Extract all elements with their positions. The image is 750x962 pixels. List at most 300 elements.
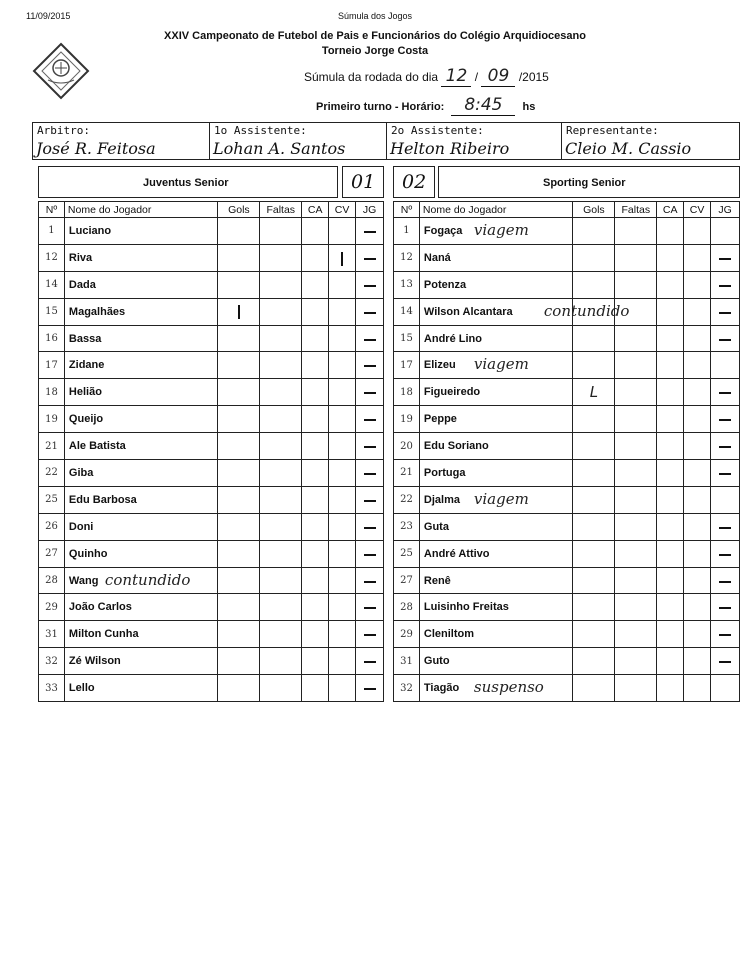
player-name-text: André Attivo [423,547,490,560]
official-assistant-1 [210,123,387,159]
red-card-cell [329,513,356,540]
player-name-text: Portuga [423,466,466,479]
home-player-table [38,201,384,702]
played-cell [711,648,740,675]
red-card-cell [684,271,711,298]
table-row [394,271,740,298]
round-day: 12 [441,66,471,87]
player-number [394,271,420,298]
away-score: 02 [393,166,435,198]
player-number [39,218,65,245]
red-card-cell [684,567,711,594]
table-row [39,486,384,513]
goals-cell [218,648,260,675]
player-name [64,379,218,406]
goals-cell [218,352,260,379]
player-name [64,244,218,271]
official-label: Representante: [566,124,659,137]
played-mark [719,607,731,609]
table-row [39,648,384,675]
player-number-text: 17 [400,359,413,371]
player-number-text: 27 [45,548,58,560]
player-name [419,567,573,594]
goals-cell [573,621,615,648]
player-number [394,433,420,460]
played-cell [356,352,384,379]
col-name-header: Nome do Jogador [419,202,573,218]
yellow-card-cell [302,433,329,460]
fouls-cell [615,486,657,513]
fouls-cell [260,406,302,433]
player-name-text: Helião [68,386,102,399]
played-mark [364,527,376,529]
player-number-text: 32 [45,655,58,667]
played-mark [364,392,376,394]
col-yellow-header: CA [302,202,329,218]
player-name [419,460,573,487]
played-mark [364,339,376,341]
table-row [39,621,384,648]
player-number-text: 22 [400,494,413,506]
played-mark [364,365,376,367]
player-number [394,352,420,379]
played-cell [711,513,740,540]
col-fouls-header: Faltas [615,202,657,218]
fouls-cell [260,244,302,271]
played-mark [364,661,376,663]
table-row [394,675,740,702]
played-mark [719,527,731,529]
player-number [394,298,420,325]
table-row [394,594,740,621]
player-name [419,352,573,379]
yellow-card-cell [302,298,329,325]
away-team-name: Sporting Senior [543,177,626,189]
played-mark [364,258,376,260]
print-date: 11/09/2015 [26,11,71,21]
player-number [39,460,65,487]
card-mark [341,252,343,266]
red-card-cell [329,244,356,271]
player-number-text: 31 [400,655,413,667]
player-number [39,271,65,298]
goals-cell [573,352,615,379]
col-red-header: CV [684,202,711,218]
red-card-cell [684,433,711,460]
player-note: contundido [104,570,191,589]
player-name [419,271,573,298]
goals-cell [573,406,615,433]
red-card-cell [329,567,356,594]
yellow-card-cell [302,540,329,567]
red-card-cell [684,244,711,271]
fouls-cell [615,675,657,702]
played-mark [364,634,376,636]
table-row [394,648,740,675]
played-mark [719,392,731,394]
played-mark [719,473,731,475]
red-card-cell [329,352,356,379]
played-cell [356,298,384,325]
played-cell [356,513,384,540]
played-cell [711,460,740,487]
player-name-text: Luciano [68,224,112,237]
fouls-cell [260,271,302,298]
player-name [419,244,573,271]
player-name [419,540,573,567]
played-mark [364,446,376,448]
fouls-cell [260,218,302,245]
fouls-cell [615,648,657,675]
red-card-cell [329,621,356,648]
played-mark [364,419,376,421]
official-value: José R. Feitosa [36,139,156,158]
played-mark [719,446,731,448]
table-row [39,325,384,352]
player-name-text: Fogaça [423,224,463,237]
table-row [39,218,384,245]
player-name [64,218,218,245]
fouls-cell [615,406,657,433]
yellow-card-cell [657,352,684,379]
played-cell [711,675,740,702]
yellow-card-cell [657,621,684,648]
player-name-text: Djalma [423,493,460,506]
goals-cell [218,298,260,325]
player-name [419,621,573,648]
played-cell [356,460,384,487]
round-year: /2015 [518,70,549,84]
player-name [64,298,218,325]
player-name-text: Renê [423,574,451,587]
yellow-card-cell [302,621,329,648]
player-number-text: 32 [400,682,413,694]
goals-cell [218,218,260,245]
player-name [64,513,218,540]
goals-cell [573,433,615,460]
goals-cell [218,460,260,487]
player-number-text: 19 [400,413,413,425]
goals-cell [218,486,260,513]
played-cell [711,271,740,298]
col-red-header: CV [329,202,356,218]
fouls-cell [260,621,302,648]
player-number [394,648,420,675]
fouls-cell [260,594,302,621]
table-row [39,271,384,298]
played-mark [719,634,731,636]
played-cell [356,621,384,648]
played-cell [711,218,740,245]
yellow-card-cell [657,271,684,298]
red-card-cell [329,540,356,567]
played-cell [711,325,740,352]
played-mark [364,554,376,556]
red-card-cell [684,648,711,675]
table-header-row [39,202,384,218]
championship-title: XXIV Campeonato de Futebol de Pais e Funcionários do Colégio Arquidiocesano [164,30,586,42]
col-fouls-header: Faltas [260,202,302,218]
player-name [419,218,573,245]
player-name-text: Quinho [68,547,108,560]
goal-mark [238,305,240,319]
player-name [419,648,573,675]
player-name-text: Elizeu [423,359,456,372]
player-number-text: 26 [45,521,58,533]
shift-unit: hs [522,101,536,113]
player-number-text: 22 [45,467,58,479]
yellow-card-cell [657,379,684,406]
red-card-cell [684,621,711,648]
yellow-card-cell [657,513,684,540]
player-number-text: 15 [400,333,413,344]
player-number-text: 28 [400,601,413,613]
red-card-cell [684,406,711,433]
player-number [39,621,65,648]
player-name [64,271,218,298]
player-number-text: 13 [400,279,413,291]
col-number-header: Nº [394,202,420,218]
player-number [39,379,65,406]
table-row [394,218,740,245]
home-team-name: Juventus Senior [143,177,229,189]
print-title: Súmula dos Jogos [337,11,413,21]
player-name [419,325,573,352]
player-number-text: 33 [45,682,58,694]
home-score: 01 [342,166,384,198]
shift-label: Primeiro turno - Horário: [316,101,445,113]
played-cell [711,540,740,567]
goals-cell [218,379,260,406]
red-card-cell [329,298,356,325]
fouls-cell [615,460,657,487]
yellow-card-cell [302,325,329,352]
table-row [394,513,740,540]
fouls-cell [260,325,302,352]
goals-cell [573,540,615,567]
fouls-cell [615,433,657,460]
player-name-text: Naná [423,251,451,264]
away-player-table [393,201,740,702]
col-yellow-header: CA [657,202,684,218]
played-cell [356,218,384,245]
official-value: Cleio M. Cassio [565,139,692,158]
played-cell [711,567,740,594]
player-name [64,594,218,621]
goals-cell [573,244,615,271]
player-number [39,406,65,433]
played-cell [711,379,740,406]
red-card-cell [684,594,711,621]
yellow-card-cell [302,513,329,540]
col-goals-header: Gols [218,202,260,218]
player-name [64,352,218,379]
played-cell [356,594,384,621]
fouls-cell [615,594,657,621]
player-number-text: 12 [45,252,58,264]
player-number-text: 28 [45,575,58,587]
played-cell [356,406,384,433]
fouls-cell [260,648,302,675]
goals-cell [573,271,615,298]
played-cell [356,325,384,352]
yellow-card-cell [657,406,684,433]
table-row [39,567,384,594]
fouls-cell [260,298,302,325]
played-mark [364,607,376,609]
player-name [64,406,218,433]
table-row [39,244,384,271]
played-cell [711,406,740,433]
red-card-cell [684,513,711,540]
player-number-text: 25 [45,494,58,506]
yellow-card-cell [302,406,329,433]
red-card-cell [329,218,356,245]
player-number [394,244,420,271]
goals-cell [218,325,260,352]
goals-cell [573,513,615,540]
player-name [64,325,218,352]
player-name-text: Guta [423,520,449,533]
goals-cell [218,271,260,298]
table-header-row [394,202,740,218]
red-card-cell [684,486,711,513]
fouls-cell [260,675,302,702]
player-number-text: 29 [45,601,58,613]
player-name-text: Ale Batista [68,440,126,453]
player-name-text: Bassa [68,332,102,345]
table-row [39,675,384,702]
player-name-text: João Carlos [68,601,132,614]
played-cell [356,379,384,406]
yellow-card-cell [302,352,329,379]
round-prefix: Súmula da rodada do dia [304,70,439,84]
played-cell [356,244,384,271]
player-number [394,486,420,513]
table-row [39,379,384,406]
player-number-text: 16 [45,333,58,344]
player-name-text: Riva [68,251,93,264]
played-cell [356,540,384,567]
played-cell [356,675,384,702]
played-cell [711,352,740,379]
played-mark [364,688,376,690]
player-name-text: Wang [68,574,99,587]
player-number-text: 19 [45,413,58,425]
player-name-text: Lello [68,682,95,695]
table-row [394,621,740,648]
home-team-box [38,166,338,198]
table-row [394,298,740,325]
player-name [419,379,573,406]
player-number-text: 21 [400,467,413,479]
red-card-cell [329,460,356,487]
player-name [64,648,218,675]
player-name-text: Milton Cunha [68,628,139,641]
player-number-text: 25 [400,548,413,560]
official-representative [562,123,739,159]
yellow-card-cell [302,271,329,298]
player-number-text: 17 [45,359,58,371]
goals-cell [573,648,615,675]
goals-cell [218,594,260,621]
player-number-text: 23 [400,521,413,533]
played-mark [719,661,731,663]
player-note: viagem [473,355,529,374]
red-card-cell [684,298,711,325]
goals-cell [573,594,615,621]
table-row [39,352,384,379]
col-name-header: Nome do Jogador [64,202,218,218]
goals-cell [573,325,615,352]
yellow-card-cell [657,298,684,325]
fouls-cell [260,486,302,513]
player-name-text: Luisinho Freitas [423,601,509,614]
yellow-card-cell [657,244,684,271]
player-number [394,218,420,245]
fouls-cell [615,352,657,379]
played-mark [364,473,376,475]
goals-cell [218,621,260,648]
player-name [64,460,218,487]
table-row [39,513,384,540]
player-number [39,486,65,513]
tournament-title: Torneio Jorge Costa [321,45,429,57]
goals-cell [573,567,615,594]
player-name-text: André Lino [423,332,482,345]
yellow-card-cell [657,433,684,460]
table-row [39,298,384,325]
player-number [394,460,420,487]
player-number [39,675,65,702]
goals-cell [573,460,615,487]
player-name [419,594,573,621]
played-cell [356,433,384,460]
goals-cell [218,406,260,433]
player-name [64,433,218,460]
player-number [394,594,420,621]
fouls-cell [615,218,657,245]
shift-time: 8:45 [451,95,515,116]
table-row [39,594,384,621]
player-number [394,540,420,567]
player-number [394,621,420,648]
player-number [39,648,65,675]
round-date-line: Súmula da rodada do dia 12 / 09 /2015 [304,66,549,86]
player-name [64,540,218,567]
table-row [394,325,740,352]
player-name [419,486,573,513]
yellow-card-cell [657,675,684,702]
goals-cell [218,513,260,540]
red-card-cell [684,540,711,567]
table-row [39,433,384,460]
player-name-text: Figueiredo [423,386,481,399]
player-number [394,567,420,594]
player-note: viagem [473,221,529,239]
official-value: Helton Ribeiro [390,139,510,158]
played-cell [711,433,740,460]
official-assistant-2 [387,123,562,159]
goals-cell [218,433,260,460]
fouls-cell [615,540,657,567]
player-name-text: Wilson Alcantara [423,305,513,318]
yellow-card-cell [657,218,684,245]
player-number [394,325,420,352]
played-cell [711,594,740,621]
table-row [394,406,740,433]
fouls-cell [260,460,302,487]
